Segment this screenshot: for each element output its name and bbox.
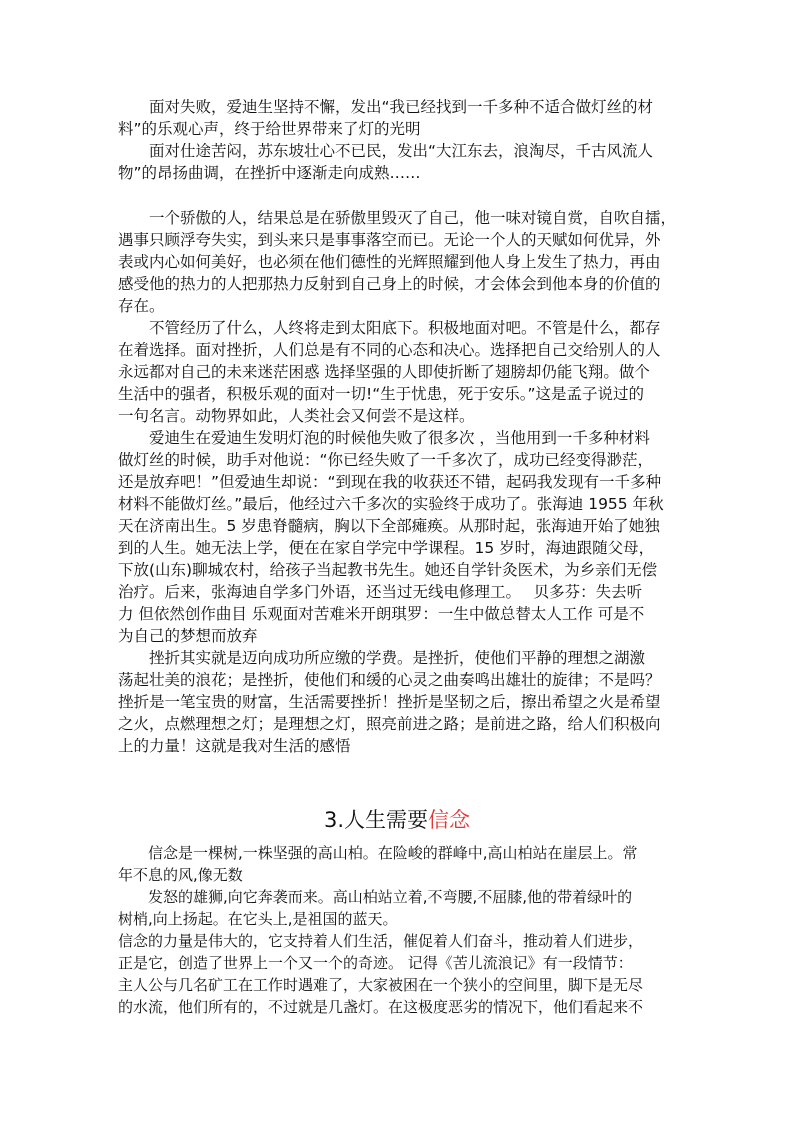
paragraph-line: 面对失败，爱迪生坚持不懈，发出“我已经找到一千多种不适合做灯丝的材 xyxy=(118,98,654,116)
paragraph-line: 永远都对自己的未来迷茫困惑 选择坚强的人即使折断了翅膀却仍能飞翔。做个 xyxy=(118,363,650,381)
paragraph-line: 下放(山东)聊城农村，给孩子当起教书先生。她还自学针灸医术，为乡亲们无偿 xyxy=(118,561,658,579)
section-heading xyxy=(0,805,794,835)
paragraph-line: 天在济南出生。5 岁患脊髓病，胸以下全部瘫痪。从那时起，张海迪开始了她独 xyxy=(118,517,660,535)
paragraph-line: 材料不能做灯丝。”最后，他经过六千多次的实验终于成功了。张海迪 1955 年秋 xyxy=(118,495,664,513)
paragraph-line: 一句名言。动物界如此，人类社会又何尝不是这样。 xyxy=(118,407,475,425)
paragraph-line: 的水流，他们所有的，不过就是几盏灯。在这极度恶劣的情况下，他们看起来不 xyxy=(118,998,644,1016)
paragraph-line: 治疗。后来，张海迪自学多门外语，还当过无线电修理工。 贝多芬：失去听 xyxy=(118,583,643,601)
paragraph-line: 表或内心如何美好，也必须在他们德性的光辉照耀到他人身上发生了热力，再由 xyxy=(118,253,661,271)
paragraph-line: 之火，点燃理想之灯；是理想之灯，照亮前进之路；是前进之路，给人们积极向 xyxy=(118,715,661,733)
heading-prefix: 3.人生需要 xyxy=(323,808,429,832)
paragraph-line: 感受他的热力的人把那热力反射到自己身上的时候，才会体会到他本身的价值的 xyxy=(118,275,661,293)
paragraph-line: 发怒的雄狮,向它奔袭而来。高山柏站立着,不弯腰,不屈膝,他的带着绿叶的 xyxy=(118,888,633,906)
paragraph-line: 在着选择。面对挫折，人们总是有不同的心态和决心。选择把自己交给别人的人 xyxy=(118,341,661,359)
paragraph-line: 正是它，创造了世界上一个又一个的奇迹。 记得《苦儿流浪记》有一段情节： xyxy=(118,954,633,972)
paragraph-line: 信念是一棵树,一株坚强的高山柏。在险峻的群峰中,高山柏站在崖层上。常 xyxy=(118,844,638,862)
paragraph-line: 面对仕途苦闷，苏东坡壮心不已民，发出“大江东去，浪淘尽，千古风流人 xyxy=(118,142,654,160)
paragraph-line: 一个骄傲的人，结果总是在骄傲里毁灭了自己，他一味对镜自赏，自吹自擂， xyxy=(118,209,677,227)
paragraph-line: 年不息的风,像无数 xyxy=(118,866,243,884)
paragraph-line: 为自己的梦想而放弃 xyxy=(118,627,258,645)
paragraph-line: 还是放弃吧！”但爱迪生却说：“到现在我的收获还不错，起码我发现有一千多种 xyxy=(118,473,662,491)
paragraph-line: 爱迪生在爱迪生发明灯泡的时候他失败了很多次 ，当他用到一千多种材料 xyxy=(118,429,650,447)
paragraph-line: 做灯丝的时候，助手对他说：“你已经失败了一千多次了，成功已经变得渺茫， xyxy=(118,451,654,469)
paragraph-line: 挫折其实就是迈向成功所应缴的学费。是挫折，使他们平静的理想之湖激 xyxy=(118,649,646,667)
paragraph-line: 树梢,向上扬起。在它头上,是祖国的蓝天。 xyxy=(118,910,398,928)
paragraph-line: 存在。 xyxy=(118,297,165,315)
paragraph-line: 遇事只顾浮夸失实，到头来只是事事落空而已。无论一个人的天赋如何优异，外 xyxy=(118,231,661,249)
heading-highlight: 信念 xyxy=(428,808,471,832)
paragraph-line: 不管经历了什么，人终将走到太阳底下。积极地面对吧。不管是什么，都存 xyxy=(118,319,661,337)
paragraph-line: 主人公与几名矿工在工作时遇难了，大家被困在一个狭小的空间里，脚下是无尽 xyxy=(118,976,644,994)
paragraph-line: 到的人生。她无法上学，便在在家自学完中学课程。15 岁时，海迪跟随父母， xyxy=(118,539,655,557)
paragraph-line: 荡起壮美的浪花；是挫折，使他们和缓的心灵之曲奏鸣出雄壮的旋律；不是吗？ xyxy=(118,671,661,689)
paragraph-line: 信念的力量是伟大的，它支持着人们生活，催促着人们奋斗，推动着人们进步， xyxy=(118,932,644,950)
paragraph-line: 生活中的强者，积极乐观的面对一切!“生于忧患，死于安乐。”这是孟子说过的 xyxy=(118,385,645,403)
paragraph-line: 上的力量！这就是我对生活的感悟 xyxy=(118,737,351,755)
paragraph-line: 料”的乐观心声，终于给世界带来了灯的光明 xyxy=(118,120,421,138)
paragraph-line: 力 但依然创作曲目 乐观面对苦难米开朗琪罗：一生中做总替太人工作 可是不 xyxy=(118,605,645,623)
paragraph-line: 物”的昂扬曲调，在挫折中逐渐走向成熟…… xyxy=(118,164,421,182)
paragraph-line: 挫折是一笔宝贵的财富，生活需要挫折！挫折是坚韧之后，擦出希望之火是希望 xyxy=(118,693,661,711)
